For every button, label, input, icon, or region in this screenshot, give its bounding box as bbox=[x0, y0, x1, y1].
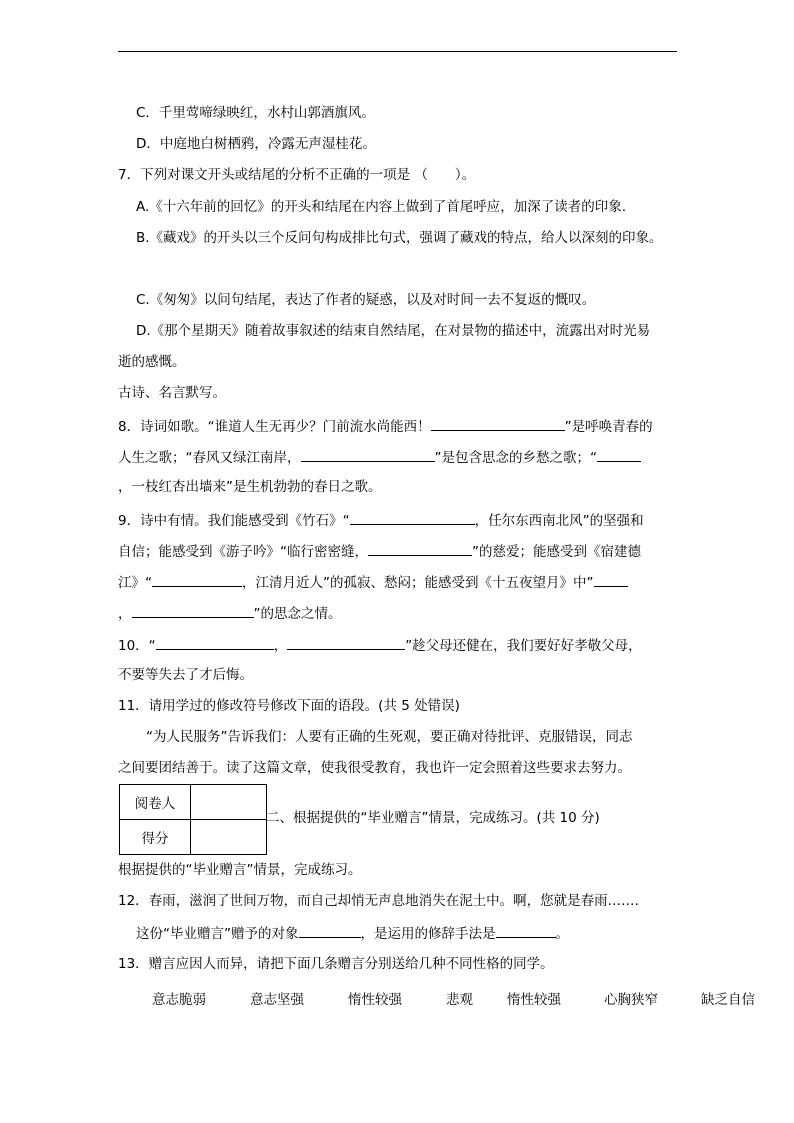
q7-option-a: A.《十六年前的回忆》的开头和结尾在内容上做到了首尾呼应，加深了读者的印象. bbox=[136, 199, 627, 215]
q9-text: 9．诗中有情。我们能感受到《竹石》“ bbox=[118, 513, 350, 529]
q10-blank-1[interactable] bbox=[156, 635, 274, 650]
q10-blank-2[interactable] bbox=[287, 635, 405, 650]
score-value[interactable] bbox=[191, 820, 267, 855]
trait-item: 悲观 bbox=[446, 992, 473, 1008]
q9-text: ，任尔东西南北风”的坚强和 bbox=[474, 513, 644, 529]
q9-text: 江》“ bbox=[118, 575, 152, 591]
q12-text: 。 bbox=[555, 926, 569, 942]
trait-item: 惰性较强 bbox=[507, 992, 561, 1008]
q7-option-b: B.《藏戏》的开头以三个反问句构成排比句式，强调了藏戏的特点，给人以深刻的印象。 bbox=[136, 230, 663, 246]
q8-blank-2[interactable] bbox=[301, 447, 435, 462]
q10-text: ， bbox=[273, 638, 288, 654]
q10-line1 bbox=[118, 635, 642, 655]
q12-blank-1[interactable] bbox=[299, 923, 361, 938]
q8-blank-3[interactable] bbox=[597, 447, 641, 462]
q10-text: ”趁父母还健在，我们要好好孝敬父母， bbox=[405, 638, 642, 654]
trait-item: 意志坚强 bbox=[250, 992, 304, 1008]
trait-item: 惰性较强 bbox=[348, 992, 402, 1008]
q8-line3: ，一枝红杏出墙来”是生机勃勃的春日之歌。 bbox=[118, 479, 382, 495]
q12-text: ，是运用的修辞手法是 bbox=[360, 926, 496, 942]
q9-text: ”的思念之情。 bbox=[253, 606, 342, 622]
q9-blank-4[interactable] bbox=[594, 572, 628, 587]
q10-text: 10．“ bbox=[118, 638, 156, 654]
q12-line2 bbox=[136, 923, 569, 943]
q9-text: ”的慈爱；能感受到《宿建德 bbox=[472, 544, 641, 560]
q6-option-d: D．中庭地白树栖鸦，冷露无声湿桂花。 bbox=[136, 136, 376, 152]
q8-text: ”是呼唤青春的 bbox=[564, 419, 653, 435]
trait-item: 心胸狭窄 bbox=[604, 992, 658, 1008]
q9-blank-2[interactable] bbox=[368, 541, 472, 556]
q13-stem: 13．赠言应因人而异，请把下面几条赠言分别送给几种不同性格的同学。 bbox=[118, 956, 554, 972]
score-table bbox=[119, 784, 267, 855]
q10-line2: 不要等失去了才后悔。 bbox=[118, 667, 253, 683]
reviewer-label: 阅卷人 bbox=[120, 785, 191, 820]
reviewer-value[interactable] bbox=[191, 785, 267, 820]
q9-blank-3[interactable] bbox=[152, 572, 242, 587]
q11-stem: 11．请用学过的修改符号修改下面的语段。(共 5 处错误) bbox=[118, 698, 460, 714]
q8-text: ”是包含思念的乡愁之歌；“ bbox=[434, 450, 597, 466]
q7-option-d: D.《那个星期天》随着故事叙述的结束自然结尾，在对景物的描述中，流露出对时光易 bbox=[136, 323, 651, 339]
header-rule bbox=[118, 51, 677, 52]
section2-title: 二、根据提供的“毕业赠言”情景，完成练习。(共 10 分) bbox=[266, 810, 600, 826]
q9-text: ， bbox=[118, 606, 132, 622]
q8-line1 bbox=[118, 416, 653, 436]
q12-text: 这份“毕业赠言”赠予的对象 bbox=[136, 926, 299, 942]
q11-paragraph-1: “为人民服务”告诉我们：人要有正确的生死观，要正确对待批评、克服错误，同志 bbox=[146, 729, 633, 745]
trait-item: 意志脆弱 bbox=[152, 992, 206, 1008]
q8-line2 bbox=[118, 447, 641, 467]
q9-text: ，江清月近人”的孤寂、愁闷；能感受到《十五夜望月》中” bbox=[242, 575, 594, 591]
q7-stem: 7．下列对课文开头或结尾的分析不正确的一项是 （ ）。 bbox=[118, 167, 476, 183]
q9-line4 bbox=[118, 603, 342, 623]
q9-blank-5[interactable] bbox=[132, 603, 254, 618]
q7-option-c: C.《匆匆》以问句结尾，表达了作者的疑惑，以及对时间一去不复返的慨叹。 bbox=[136, 292, 596, 308]
q8-text: 人生之歌；“春风又绿江南岸， bbox=[118, 450, 301, 466]
section2-intro: 根据提供的“毕业赠言”情景，完成练习。 bbox=[118, 862, 362, 878]
q9-blank-1[interactable] bbox=[350, 510, 475, 525]
q12-blank-2[interactable] bbox=[496, 923, 556, 938]
q11-paragraph-2: 之间要团结善于。读了这篇文章，使我很受教育，我也许一定会照着这些要求去努力。 bbox=[118, 760, 631, 776]
q9-line1 bbox=[118, 510, 644, 530]
q9-line2 bbox=[118, 541, 641, 561]
q8-text: 8．诗词如歌。“谁道人生无再少？门前流水尚能西！ bbox=[118, 419, 431, 435]
q8-blank-1[interactable] bbox=[431, 416, 565, 431]
section-heading: 古诗、名言默写。 bbox=[118, 385, 226, 401]
q12-line1: 12．春雨，滋润了世间万物，而自己却悄无声息地消失在泥土中。啊，您就是春雨.…… bbox=[118, 893, 639, 909]
q6-option-c: C．千里莺啼绿映红，水村山郭酒旗风。 bbox=[136, 105, 375, 121]
q9-text: 自信；能感受到《游子吟》“临行密密缝， bbox=[118, 544, 368, 560]
score-label: 得分 bbox=[120, 820, 191, 855]
q7-option-d-cont: 逝的感慨。 bbox=[118, 354, 186, 370]
trait-item: 缺乏自信 bbox=[701, 992, 755, 1008]
q9-line3 bbox=[118, 572, 628, 592]
